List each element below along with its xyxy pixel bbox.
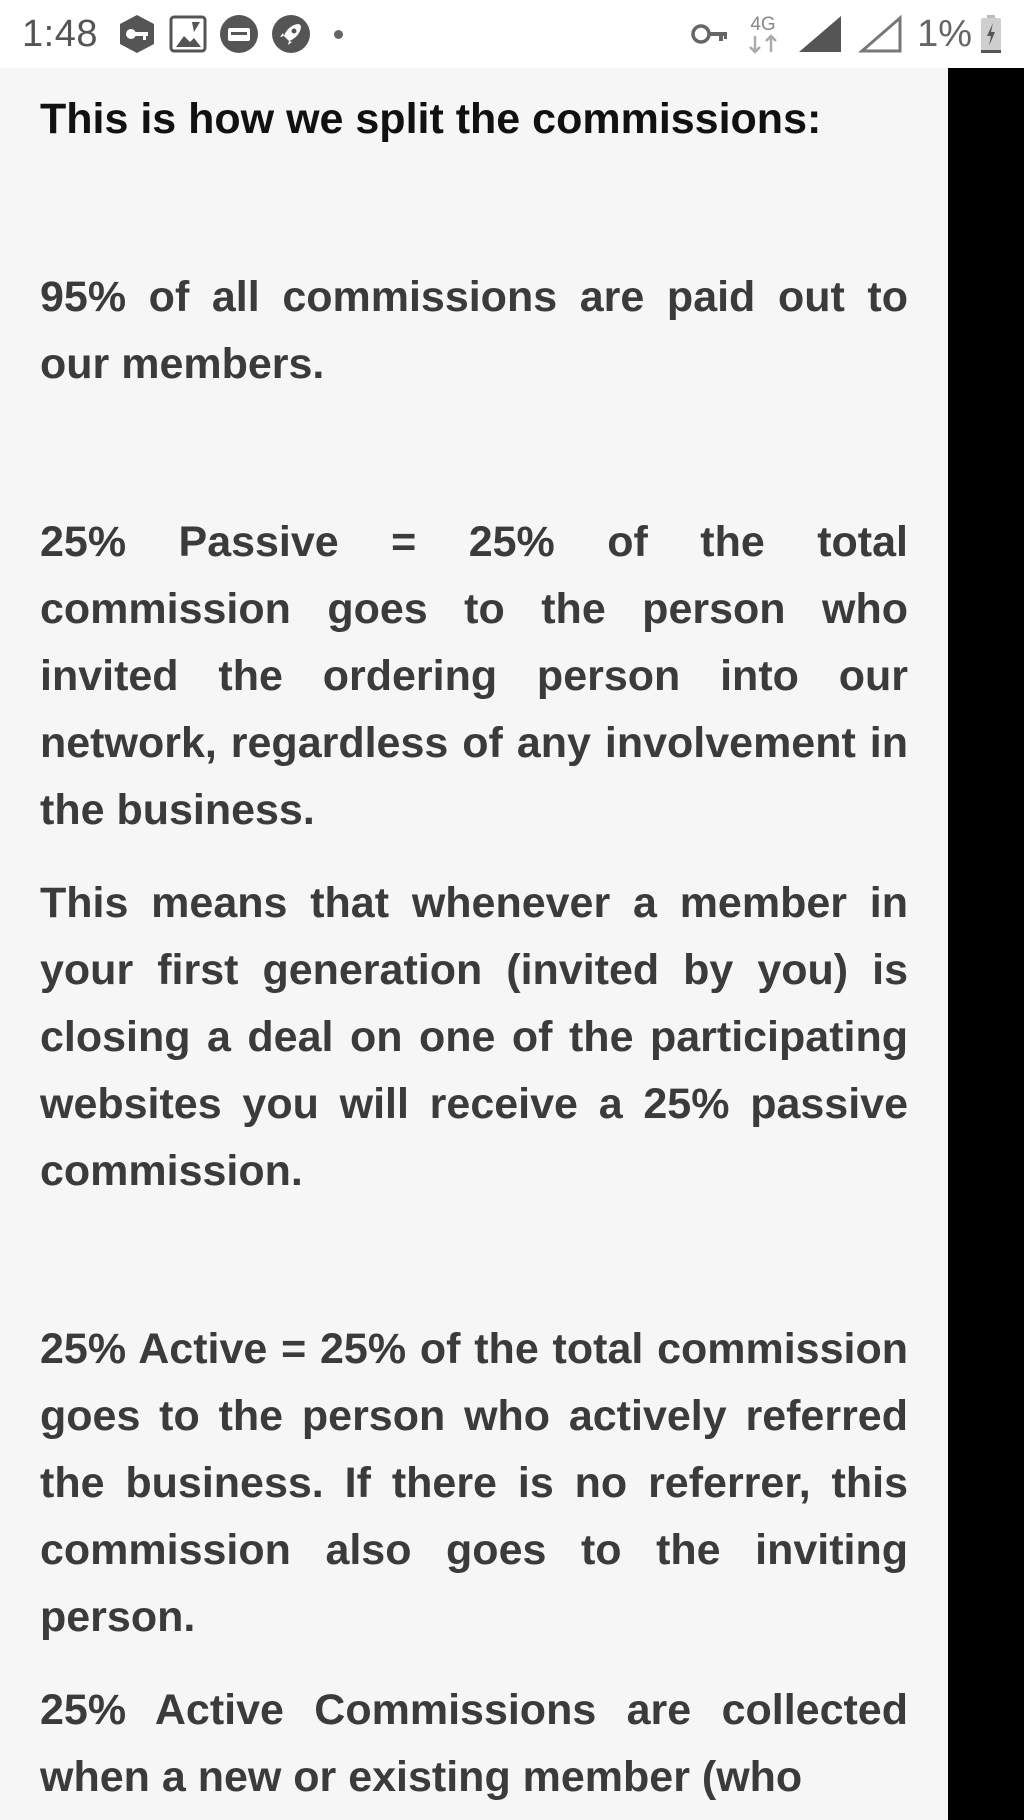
paragraph-passive-commission: 25% Passive = 25% of the total commission goes to the person who invited the ordering person into our network, regardless of any involvement in the business. (40, 518, 908, 834)
notification-dot-icon (334, 30, 343, 39)
status-bar-right (691, 12, 1002, 56)
clean-photo-icon (168, 14, 208, 54)
vpn-key-hex-icon (116, 13, 158, 55)
signal-full-icon (797, 14, 843, 54)
network-type-label: 4G (750, 14, 776, 35)
rocket-icon (270, 13, 312, 55)
spacer (40, 1205, 908, 1316)
page-heading: This is how we split the commissions: (40, 95, 822, 143)
battery-charging-icon (980, 14, 1002, 54)
article-body (40, 68, 908, 1811)
mail-tray-icon (218, 13, 260, 55)
right-edge-panel (948, 68, 1024, 1820)
spacer (40, 1651, 908, 1677)
mobile-data-4g-icon (743, 12, 783, 56)
spacer (40, 844, 908, 870)
paragraph-active-commission: 25% Active = 25% of the total commission goes to the person who actively referred the business. If there is no referrer, this commission also goes to the inviting person. (40, 1325, 908, 1641)
spacer (40, 153, 908, 264)
status-bar (0, 0, 1024, 68)
paragraph-members-payout: 95% of all commissions are paid out to our members. (40, 273, 908, 388)
paragraph-passive-explained: This means that whenever a member in your first generation (invited by you) is closing a deal on one of the participating websites you will receive a 25% passive commission. (40, 879, 908, 1195)
paragraph-active-collected: 25% Active Commissions are collected when a new or existing member (who (40, 1686, 908, 1801)
vpn-key-icon (691, 21, 729, 47)
status-time: 1:48 (22, 12, 98, 55)
status-bar-left (22, 13, 343, 56)
content-panel[interactable] (0, 68, 948, 1820)
spacer (40, 398, 908, 509)
battery-percent: 1% (917, 12, 972, 55)
signal-empty-icon (857, 14, 903, 54)
